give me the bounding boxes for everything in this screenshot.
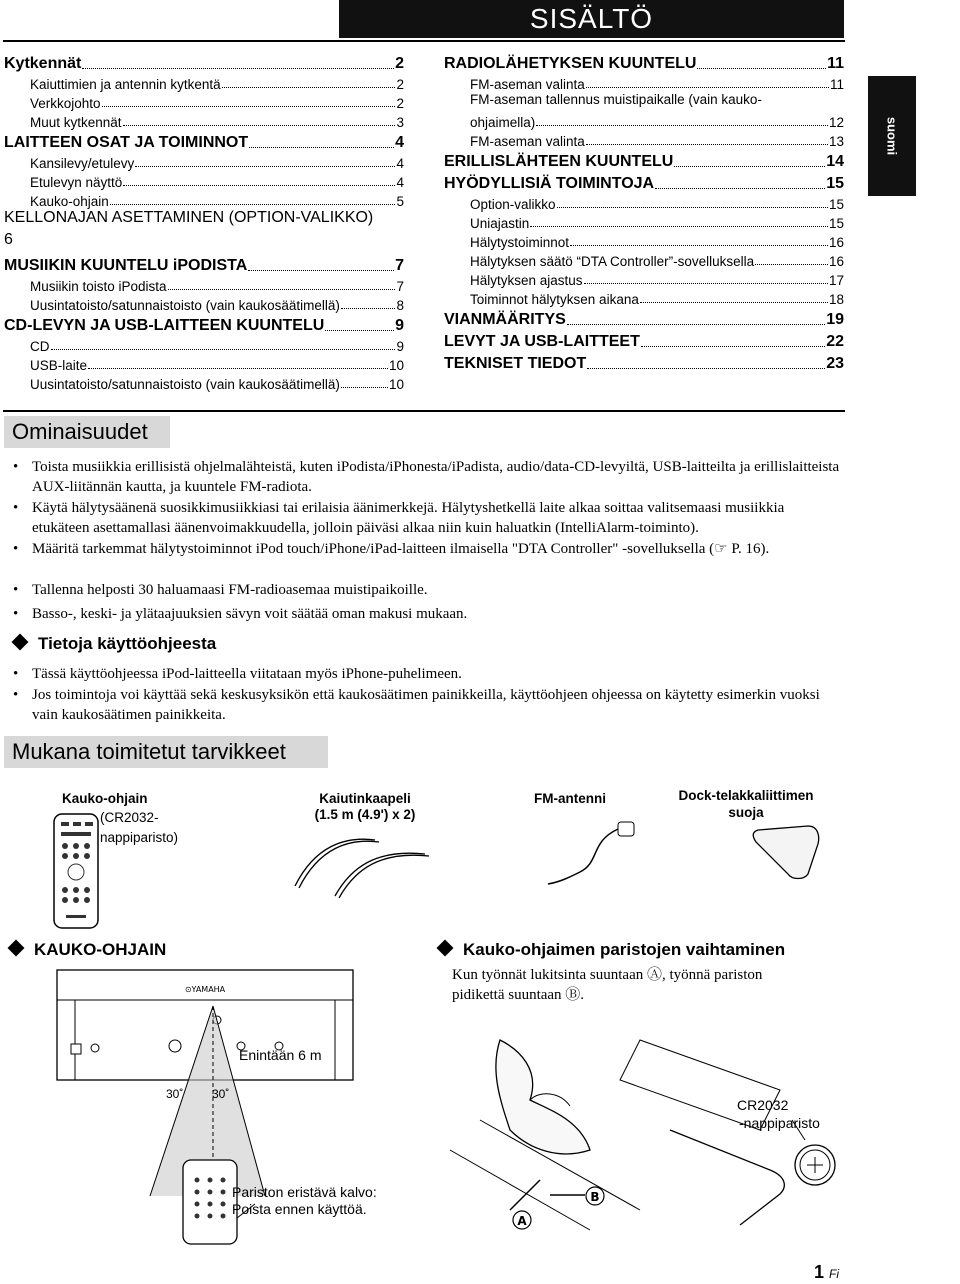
dock-cover-label-2: suoja <box>728 805 764 820</box>
antenna-label: FM-antenni <box>534 791 606 806</box>
toc-page-number: 5 <box>396 194 404 209</box>
toc-bottom-rule <box>3 410 845 412</box>
bullet-text: Määritä tarkemmat hälytystoiminnot iPod touch/iPhone/iPad-laitteen ilmaisella "DTA Controller" -sovelluksella (☞ P. 16). <box>32 541 770 557</box>
toc-subentry[interactable] <box>30 73 404 92</box>
insulation-note-1: Pariston eristävä kalvo: <box>232 1184 377 1200</box>
toc-subentry[interactable] <box>30 152 404 171</box>
toc-entry-title: LEVYT JA USB-LAITTEET <box>444 333 640 350</box>
language-tab <box>868 76 916 196</box>
battery-section-heading-text: Kauko-ohjaimen paristojen vaihtaminen <box>463 940 786 959</box>
toc-leader-dots <box>587 368 825 369</box>
speaker-cable-illustration <box>285 826 445 901</box>
toc-leader-dots <box>530 226 828 227</box>
toc-page-number: 15 <box>826 175 844 192</box>
page-title: SISÄLTÖ <box>339 0 844 38</box>
toc-page-number: 7 <box>396 279 404 294</box>
toc-leader-dots <box>584 283 828 284</box>
bullet-dot-icon: • <box>13 541 19 557</box>
dock-cover-illustration <box>748 822 828 882</box>
toc-page-number: 11 <box>829 77 844 92</box>
diamond-bullet-icon <box>8 940 25 957</box>
toc-entry-title: RADIOLÄHETYKSEN KUUNTELU <box>444 55 697 72</box>
toc-entry-title: CD <box>30 339 50 354</box>
toc-entry-title: USB-laite <box>30 358 88 373</box>
toc-page-number: 15 <box>828 216 844 231</box>
toc-subentry[interactable] <box>470 250 844 269</box>
bullet-text: Toista musiikkia erillisistä ohjelmalähteistä, kuten iPodista/iPhonesta/iPadista, audio/data-CD-levyiltä, USB-laitteilta ja erillislaitteista AUX-liitännän kautta, ja kuuntele FM-radiota. <box>32 459 840 495</box>
toc-subentry[interactable] <box>470 212 844 231</box>
battery-type-label-1: CR2032 <box>737 1097 789 1113</box>
toc-page-number: 4 <box>395 134 404 151</box>
toc-entry[interactable] <box>4 313 404 335</box>
toc-subentry[interactable] <box>470 111 844 130</box>
page-number-value: 1 <box>814 1262 825 1282</box>
toc-entry-title: VIANMÄÄRITYS <box>444 311 566 328</box>
bullet-dot-icon: • <box>13 500 19 516</box>
remote-section-heading-text: KAUKO-OHJAIN <box>34 940 167 959</box>
bullet-text: Käytä hälytysäänenä suosikkimusiikkiasi tai erilaisia äänimerkkejä. Hälytyshetkellä laite alkaa soittaa valitsemaasi musiikkia etukäteen asettamallasi äänenvoimakkuudella, jolloin päiväsi alkaa niin kuin haluatkin (IntelliAlarm-toiminto). <box>32 500 785 536</box>
remote-range-label: Enintään 6 m <box>239 1047 322 1063</box>
toc-entry-title: Hälytystoiminnot <box>470 235 570 250</box>
toc-page-number: 19 <box>826 311 844 328</box>
toc-leader-dots <box>82 68 394 69</box>
toc-leader-dots <box>674 166 825 167</box>
toc-page-number: 2 <box>395 55 404 72</box>
toc-page-number: 12 <box>828 115 844 130</box>
toc-entry[interactable]: KELLONAJAN ASETTAMINEN (OPTION-VALIKKO) <box>4 209 374 226</box>
toc-leader-dots <box>586 144 828 145</box>
toc-entry-title: Muut kytkennät <box>30 115 122 130</box>
remote-label: Kauko-ohjain <box>62 791 148 806</box>
toc-subentry[interactable] <box>470 231 844 250</box>
toc-entry-title: Etulevyn näyttö <box>30 175 123 190</box>
toc-entry[interactable] <box>4 51 404 73</box>
toc-page-number: 11 <box>827 55 844 72</box>
toc-subentry[interactable] <box>30 92 404 111</box>
toc-entry-title: Uusintatoisto/satunnaistoisto (vain kaukosäätimellä) <box>30 377 340 392</box>
toc-entry[interactable] <box>4 130 404 152</box>
toc-subentry[interactable] <box>30 335 404 354</box>
toc-leader-dots <box>249 147 394 148</box>
marker-b-text: B <box>590 1190 600 1204</box>
toc-page-number: 2 <box>396 77 404 92</box>
toc-leader-dots <box>102 106 396 107</box>
diamond-bullet-icon <box>437 940 454 957</box>
toc-leader-dots <box>123 125 396 126</box>
remote-control-illustration <box>52 812 102 932</box>
toc-subentry[interactable]: FM-aseman tallennus muistipaikalle (vain kauko- <box>470 92 762 107</box>
toc-leader-dots <box>697 68 826 69</box>
toc-subentry[interactable] <box>470 288 844 307</box>
toc-page-number: 9 <box>395 317 404 334</box>
toc-entry-title: ohjaimella) <box>470 115 536 130</box>
toc-page-number: 16 <box>828 254 844 269</box>
toc-leader-dots <box>640 302 828 303</box>
cable-label-1: Kaiutinkaapeli <box>319 791 411 806</box>
bullet-dot-icon: • <box>13 666 19 682</box>
toc-subentry[interactable] <box>470 130 844 149</box>
features-heading <box>4 416 170 448</box>
toc-leader-dots <box>570 245 828 246</box>
toc-entry-title: FM-aseman valinta <box>470 77 585 92</box>
dock-cover-label-1: Dock-telakkaliittimen <box>678 788 814 803</box>
toc-entry[interactable] <box>444 171 844 193</box>
toc-entry-title: ERILLISLÄHTEEN KUUNTELU <box>444 153 674 170</box>
marker-a-text: A <box>517 1214 527 1228</box>
toc-leader-dots <box>51 349 396 350</box>
toc-leader-dots <box>586 87 829 88</box>
toc-entry-title: HYÖDYLLISIÄ TOIMINTOJA <box>444 175 655 192</box>
toc-page-number: 22 <box>826 333 844 350</box>
bullet-dot-icon: • <box>13 459 19 475</box>
toc-entry-title: Musiikin toisto iPodista <box>30 279 167 294</box>
toc-subentry[interactable] <box>30 111 404 130</box>
toc-subentry[interactable] <box>470 73 844 92</box>
toc-leader-dots <box>567 324 825 325</box>
toc-entry-title: Hälytyksen säätö “DTA Controller”-sovelluksella <box>470 254 755 269</box>
toc-page-number: 15 <box>828 197 844 212</box>
toc-entry-title: MUSIIKIN KUUNTELU iPODISTA <box>4 257 248 274</box>
toc-subentry[interactable] <box>470 269 844 288</box>
toc-page-number: 8 <box>396 298 404 313</box>
toc-leader-dots <box>135 166 395 167</box>
battery-instruction-2: pidikettä suuntaan Ⓑ. <box>452 987 585 1003</box>
toc-page-number: 9 <box>396 339 404 354</box>
insulation-note-2: Poista ennen käyttöä. <box>232 1201 367 1217</box>
toc-entry-title: Kaiuttimien ja antennin kytkentä <box>30 77 221 92</box>
toc-entry[interactable] <box>444 307 844 329</box>
bullet-text: Tässä käyttöohjeessa iPod-laitteella viitataan myös iPhone-puhelimeen. <box>32 666 462 682</box>
remote-battery-note-1: (CR2032- <box>100 810 159 825</box>
toc-subentry[interactable] <box>30 373 404 392</box>
angle-right-label: 30˚ <box>212 1087 230 1101</box>
toc-entry[interactable] <box>444 51 844 73</box>
toc-leader-dots <box>341 308 396 309</box>
toc-leader-dots <box>341 387 388 388</box>
remote-section-heading <box>10 940 166 960</box>
toc-page-number: 2 <box>396 96 404 111</box>
toc-page-number: 10 <box>388 358 404 373</box>
bullet-item <box>13 685 842 725</box>
toc-entry[interactable] <box>4 253 404 275</box>
bullet-item <box>13 604 842 624</box>
bullet-dot-icon: • <box>13 606 19 622</box>
toc-page-number: 10 <box>388 377 404 392</box>
toc-subentry[interactable] <box>30 354 404 373</box>
toc-leader-dots <box>88 368 388 369</box>
toc-page-number[interactable]: 6 <box>4 231 13 248</box>
toc-entry[interactable] <box>444 351 844 373</box>
toc-leader-dots <box>222 87 396 88</box>
toc-entry[interactable] <box>444 149 844 171</box>
bullet-item <box>13 539 842 559</box>
toc-leader-dots <box>755 264 828 265</box>
remote-battery-note-2: nappiparisto) <box>100 830 179 845</box>
toc-entry-title: Hälytyksen ajastus <box>470 273 583 288</box>
toc-entry-title: Uusintatoisto/satunnaistoisto (vain kaukosäätimellä) <box>30 298 340 313</box>
toc-entry-title: CD-LEVYN JA USB-LAITTEEN KUUNTELU <box>4 317 325 334</box>
toc-entry-title: Uniajastin <box>470 216 530 231</box>
toc-entry-title: Option-valikko <box>470 197 556 212</box>
bullet-text: Tallenna helposti 30 haluamaasi FM-radioasemaa muistipaikoille. <box>32 582 428 598</box>
toc-page-number: 23 <box>826 355 844 372</box>
toc-subentry[interactable] <box>470 193 844 212</box>
toc-leader-dots <box>557 207 828 208</box>
toc-entry-title: Kytkennät <box>4 55 82 72</box>
toc-entry-title: LAITTEEN OSAT JA TOIMINNOT <box>4 134 249 151</box>
toc-entry-title: Verkkojohto <box>30 96 101 111</box>
toc-leader-dots <box>641 346 825 347</box>
toc-page-number: 17 <box>828 273 844 288</box>
toc-subentry[interactable] <box>30 294 404 313</box>
toc-page-number: 14 <box>826 153 844 170</box>
features-heading-text: Ominaisuudet <box>12 419 148 444</box>
toc-page-number: 18 <box>828 292 844 307</box>
bullet-dot-icon: • <box>13 687 19 703</box>
accessories-heading-text: Mukana toimitetut tarvikkeet <box>12 739 286 764</box>
angle-left-label: 30˚ <box>166 1087 184 1101</box>
brand-logo-text: ⊙YAMAHA <box>184 985 226 994</box>
toc-leader-dots <box>325 330 394 331</box>
toc-page-number: 3 <box>396 115 404 130</box>
toc-page-number: 4 <box>396 175 404 190</box>
bullet-item <box>13 580 842 600</box>
manual-info-heading <box>14 634 216 654</box>
language-tab-label: suomi <box>884 116 900 156</box>
bullet-dot-icon: • <box>13 582 19 598</box>
toc-entry-title: FM-aseman valinta <box>470 134 585 149</box>
toc-leader-dots <box>248 270 394 271</box>
toc-subentry[interactable] <box>30 275 404 294</box>
diamond-bullet-icon <box>12 634 29 651</box>
cable-label-2: (1.5 m (4.9') x 2) <box>314 807 416 822</box>
toc-entry-title: Kansilevy/etulevy <box>30 156 135 171</box>
toc-entry-title: TEKNISET TIEDOT <box>444 355 587 372</box>
battery-type-label-2: -nappiparisto <box>739 1115 820 1131</box>
battery-instruction-1: Kun työnnät lukitsinta suuntaan Ⓐ, työnnä pariston <box>452 967 763 983</box>
manual-info-heading-text: Tietoja käyttöohjeesta <box>38 634 217 653</box>
toc-entry-title: Kauko-ohjain <box>30 194 109 209</box>
page-language-code: Fi <box>829 1267 840 1281</box>
toc-top-rule <box>3 40 845 42</box>
toc-subentry[interactable] <box>30 171 404 190</box>
toc-leader-dots <box>168 289 396 290</box>
toc-page-number: 13 <box>828 134 844 149</box>
bullet-item <box>13 664 842 684</box>
bullet-text: Basso-, keski- ja ylätaajuuksien sävyn voit säätää oman makusi mukaan. <box>32 606 468 622</box>
toc-page-number: 16 <box>828 235 844 250</box>
toc-page-number: 4 <box>396 156 404 171</box>
bullet-item <box>13 498 842 538</box>
toc-leader-dots <box>655 188 825 189</box>
toc-entry[interactable] <box>444 329 844 351</box>
accessories-heading <box>4 736 328 768</box>
battery-section-heading <box>439 940 785 960</box>
bullet-text: Jos toimintoja voi käyttää sekä keskusyksikön että kaukosäätimen painikkeilla, käyttöohjeen ohjeessa on käytetty esimerkin vuoksi vain kaukosäätimen painikkeita. <box>32 687 820 723</box>
toc-entry-title: Toiminnot hälytyksen aikana <box>470 292 639 307</box>
bullet-item <box>13 457 842 497</box>
toc-leader-dots <box>123 185 395 186</box>
toc-subentry[interactable] <box>30 190 404 209</box>
toc-leader-dots <box>536 125 828 126</box>
toc-leader-dots <box>110 204 396 205</box>
fm-antenna-illustration <box>540 812 650 892</box>
toc-page-number: 7 <box>395 257 404 274</box>
page-number <box>814 1262 839 1283</box>
